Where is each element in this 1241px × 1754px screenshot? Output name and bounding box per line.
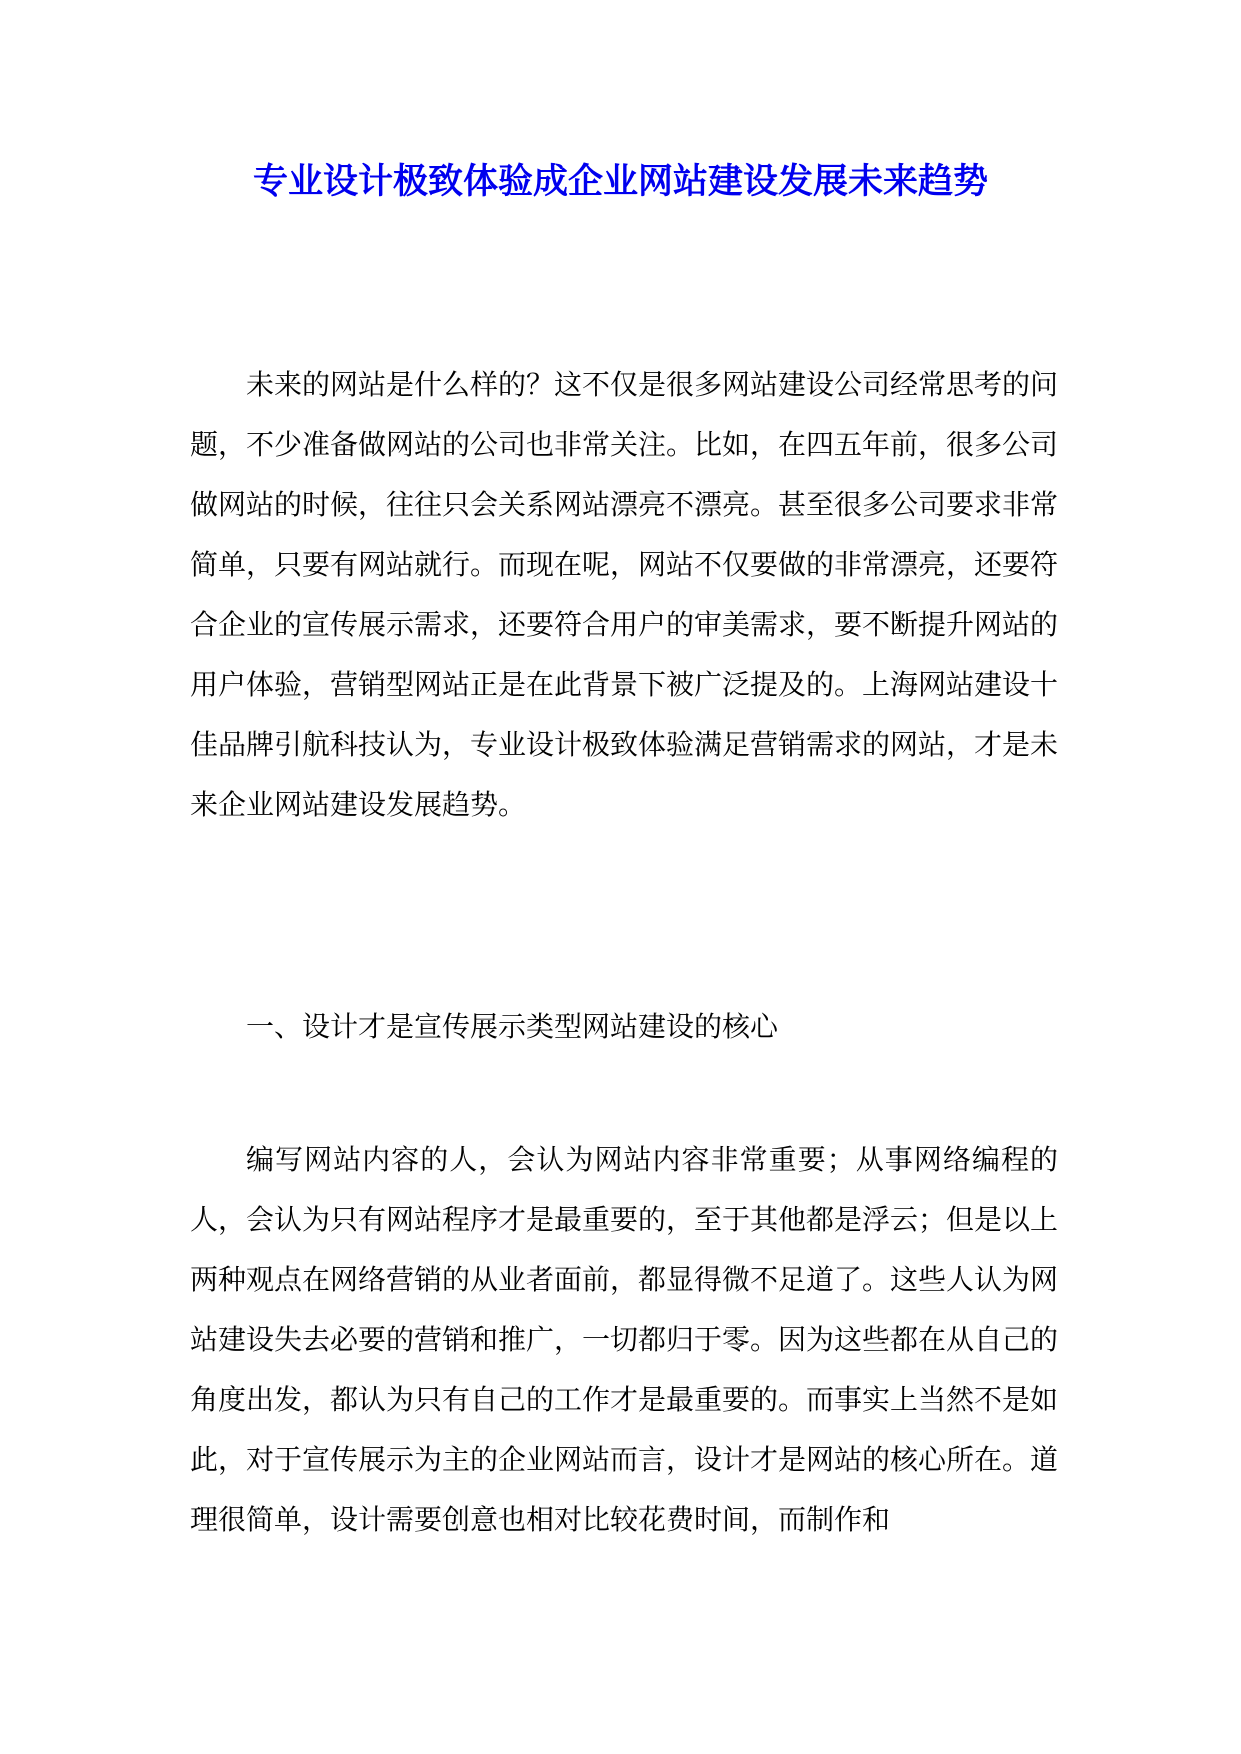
section-heading: 一、设计才是宣传展示类型网站建设的核心 [246,1010,779,1043]
intro-paragraph: 未来的网站是什么样的？这不仅是很多网站建设公司经常思考的问题，不少准备做网站的公司也非常关注。比如，在四五年前，很多公司做网站的时候，往往只会关系网站漂亮不漂亮。甚至很多公司要求非常简单，只要有网站就行。而现在呢，网站不仅要做的非常漂亮，还要符合企业的宣传展示需求，还要符合用户的审美需求，要不断提升网站的用户体验，营销型网站正是在此背景下被广泛提及的。上海网站建设十佳品牌引航科技认为，专业设计极致体验满足营销需求的网站，才是未来企业网站建设发展趋势。 [190,368,1059,821]
body-paragraph: 编写网站内容的人，会认为网站内容非常重要；从事网络编程的人，会认为只有网站程序才是最重要的，至于其他都是浮云；但是以上两种观点在网络营销的从业者面前，都显得微不足道了。这些人认为网站建设失去必要的营销和推广，一切都归于零。因为这些都在从自己的角度出发，都认为只有自己的工作才是最重要的。而事实上当然不是如此，对于宣传展示为主的企业网站而言，设计才是网站的核心所在。道理很简单，设计需要创意也相对比较花费时间，而制作和 [190,1143,1059,1536]
document-title: 专业设计极致体验成企业网站建设发展未来趋势 [252,161,988,202]
